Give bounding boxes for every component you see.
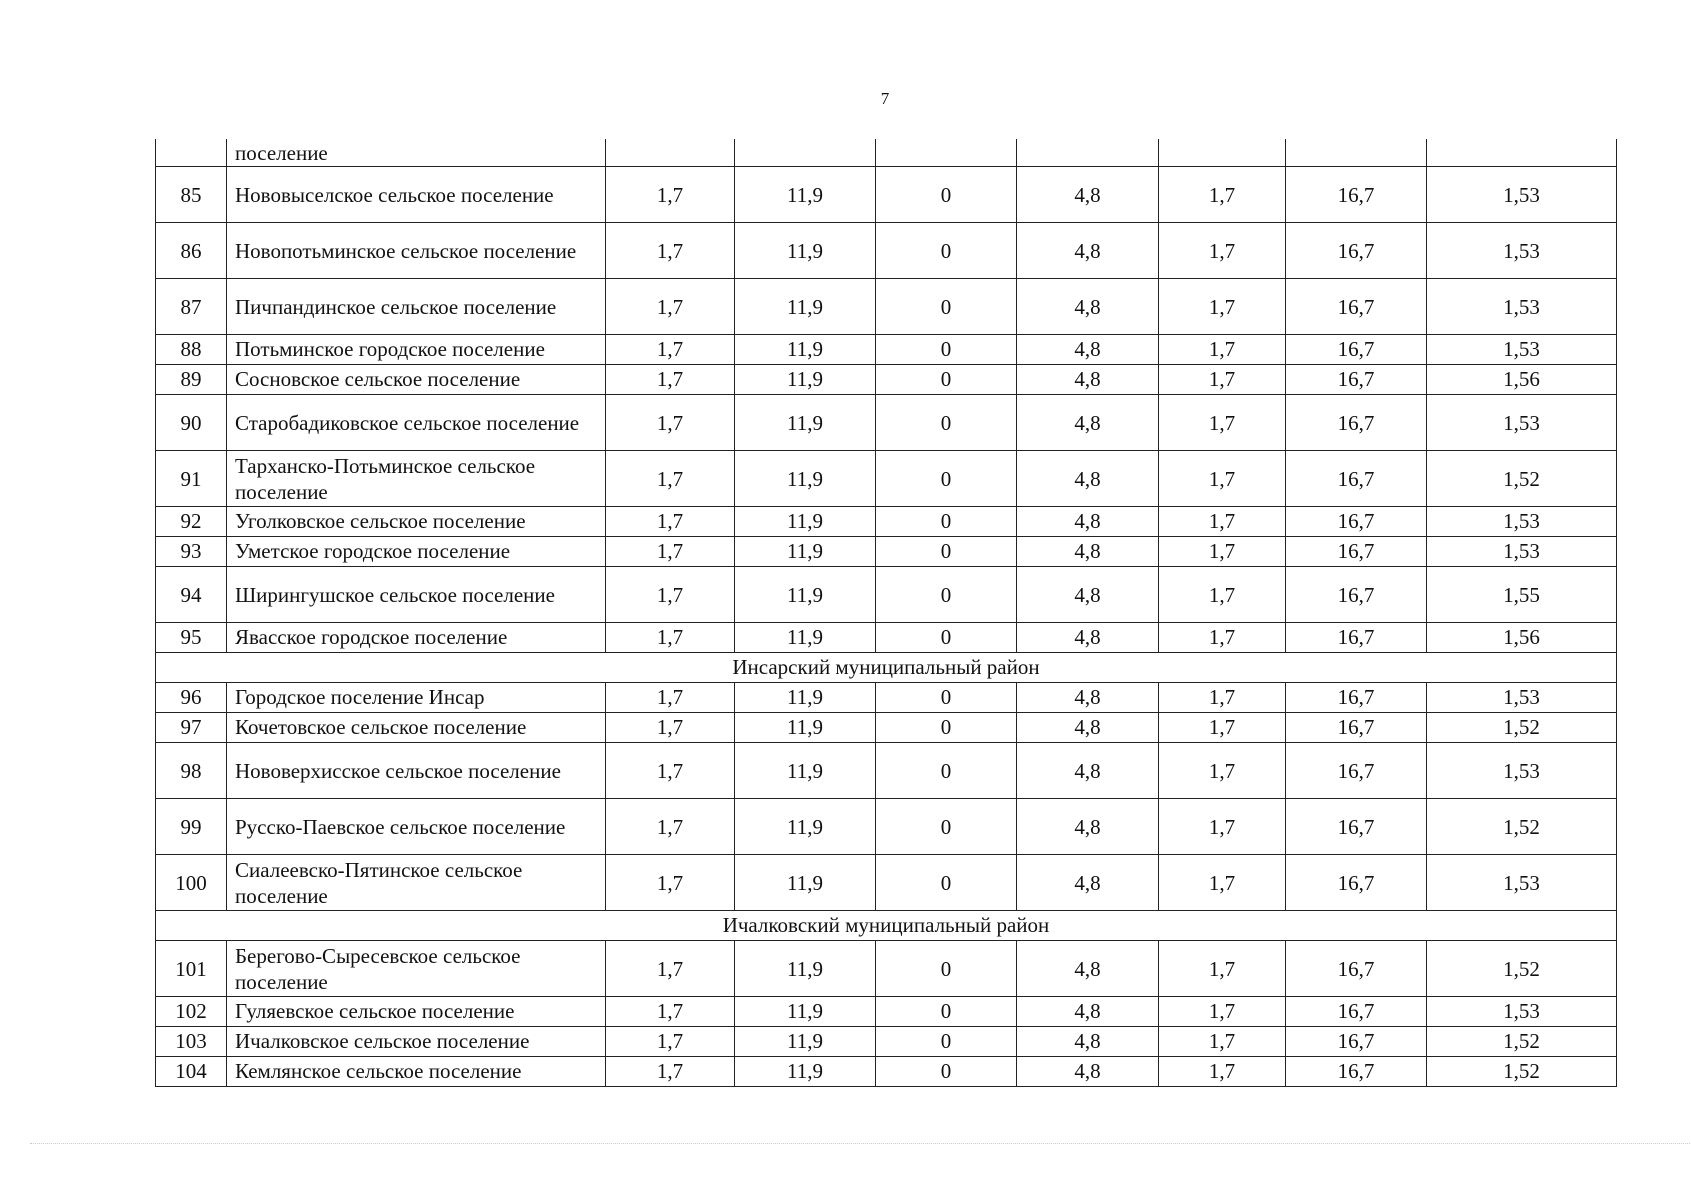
value-cell: 0 [876, 507, 1017, 537]
value-cell: 1,52 [1427, 1027, 1617, 1057]
value-cell: 1,53 [1427, 335, 1617, 365]
value-cell: 1,7 [1159, 1027, 1286, 1057]
value-cell: 4,8 [1017, 167, 1159, 223]
value-cell: 4,8 [1017, 395, 1159, 451]
value-cell: 0 [876, 743, 1017, 799]
settlement-name-cell: Уметское городское поселение [227, 537, 606, 567]
value-cell: 1,7 [606, 451, 735, 507]
settlement-name-cell: Городское поселение Инсар [227, 683, 606, 713]
settlement-name-cell: Потьминское городское поселение [227, 335, 606, 365]
value-cell: 1,7 [1159, 997, 1286, 1027]
value-cell: 0 [876, 855, 1017, 911]
value-cell: 1,55 [1427, 567, 1617, 623]
value-cell: 1,7 [606, 743, 735, 799]
value-cell: 16,7 [1286, 335, 1427, 365]
value-cell: 1,7 [1159, 167, 1286, 223]
value-cell: 1,7 [606, 713, 735, 743]
value-cell: 1,7 [606, 799, 735, 855]
row-number-cell: 100 [156, 855, 227, 911]
value-cell: 0 [876, 223, 1017, 279]
value-cell: 1,7 [1159, 743, 1286, 799]
settlement-name-cell: Сиалеевско-Пятинское сельское поселение [227, 855, 606, 911]
table-row [156, 365, 1617, 395]
value-cell: 1,7 [1159, 1057, 1286, 1087]
value-cell: 1,7 [1159, 279, 1286, 335]
settlement-name-cell: Берегово-Сыресевское сельское поселение [227, 941, 606, 997]
page-number: 7 [880, 89, 890, 108]
value-cell: 16,7 [1286, 1027, 1427, 1057]
table-row [156, 167, 1617, 223]
row-number-cell: 99 [156, 799, 227, 855]
value-cell: 11,9 [735, 507, 876, 537]
value-cell: 1,53 [1427, 167, 1617, 223]
district-title: Ичалковский муниципальный район [156, 911, 1617, 941]
table-row [156, 279, 1617, 335]
value-cell: 11,9 [735, 743, 876, 799]
value-cell [876, 139, 1017, 167]
value-cell: 16,7 [1286, 997, 1427, 1027]
row-number-cell: 85 [156, 167, 227, 223]
value-cell: 1,7 [606, 855, 735, 911]
value-cell: 4,8 [1017, 941, 1159, 997]
settlement-name-cell: Кочетовское сельское поселение [227, 713, 606, 743]
value-cell [1017, 139, 1159, 167]
settlement-name-cell: Тарханско-Потьминское сельское поселение [227, 451, 606, 507]
value-cell: 1,7 [606, 683, 735, 713]
value-cell: 1,7 [606, 507, 735, 537]
table-body [156, 139, 1617, 1087]
value-cell: 16,7 [1286, 395, 1427, 451]
value-cell: 0 [876, 1057, 1017, 1087]
value-cell: 1,7 [606, 335, 735, 365]
value-cell: 1,7 [1159, 799, 1286, 855]
value-cell: 1,53 [1427, 537, 1617, 567]
value-cell: 11,9 [735, 997, 876, 1027]
value-cell: 11,9 [735, 1027, 876, 1057]
value-cell: 1,7 [1159, 537, 1286, 567]
table-row [156, 623, 1617, 653]
value-cell [1286, 139, 1427, 167]
table-row [156, 223, 1617, 279]
row-number-cell: 86 [156, 223, 227, 279]
value-cell: 1,53 [1427, 743, 1617, 799]
table-row [156, 683, 1617, 713]
settlement-name-cell: Нововерхисское сельское поселение [227, 743, 606, 799]
value-cell: 1,7 [1159, 335, 1286, 365]
district-section-row [156, 911, 1617, 941]
value-cell: 16,7 [1286, 799, 1427, 855]
value-cell: 11,9 [735, 713, 876, 743]
value-cell: 1,7 [606, 537, 735, 567]
value-cell: 0 [876, 799, 1017, 855]
value-cell: 1,7 [606, 1027, 735, 1057]
value-cell: 4,8 [1017, 507, 1159, 537]
value-cell: 4,8 [1017, 855, 1159, 911]
settlement-name-cell: Ширингушское сельское поселение [227, 567, 606, 623]
settlement-name-cell: Кемлянское сельское поселение [227, 1057, 606, 1087]
value-cell: 1,7 [1159, 855, 1286, 911]
settlement-name-cell: Нововыселское сельское поселение [227, 167, 606, 223]
value-cell: 4,8 [1017, 997, 1159, 1027]
value-cell [1159, 139, 1286, 167]
value-cell: 4,8 [1017, 451, 1159, 507]
value-cell: 11,9 [735, 799, 876, 855]
row-number-cell: 101 [156, 941, 227, 997]
value-cell: 1,7 [606, 567, 735, 623]
value-cell: 1,7 [1159, 365, 1286, 395]
settlement-name-cell: Гуляевское сельское поселение [227, 997, 606, 1027]
settlement-name-cell: Сосновское сельское поселение [227, 365, 606, 395]
value-cell: 1,53 [1427, 855, 1617, 911]
row-number-cell: 93 [156, 537, 227, 567]
value-cell: 1,7 [1159, 567, 1286, 623]
table-row [156, 567, 1617, 623]
value-cell: 4,8 [1017, 279, 1159, 335]
value-cell: 1,7 [1159, 623, 1286, 653]
value-cell: 1,7 [606, 223, 735, 279]
value-cell: 1,52 [1427, 713, 1617, 743]
row-number-cell: 96 [156, 683, 227, 713]
settlements-table [155, 139, 1617, 1087]
value-cell: 16,7 [1286, 223, 1427, 279]
value-cell: 1,7 [1159, 395, 1286, 451]
row-number-cell: 88 [156, 335, 227, 365]
row-number-cell: 97 [156, 713, 227, 743]
value-cell: 4,8 [1017, 1027, 1159, 1057]
value-cell: 11,9 [735, 1057, 876, 1087]
value-cell: 1,7 [1159, 507, 1286, 537]
settlement-name-cell: Явасское городское поселение [227, 623, 606, 653]
table-row [156, 941, 1617, 997]
value-cell: 16,7 [1286, 855, 1427, 911]
value-cell: 1,7 [1159, 223, 1286, 279]
value-cell: 0 [876, 683, 1017, 713]
table-row [156, 1057, 1617, 1087]
value-cell: 11,9 [735, 623, 876, 653]
value-cell: 16,7 [1286, 941, 1427, 997]
value-cell: 4,8 [1017, 223, 1159, 279]
settlement-name-cell: Новопотьминское сельское поселение [227, 223, 606, 279]
value-cell: 11,9 [735, 941, 876, 997]
table-row [156, 855, 1617, 911]
value-cell: 4,8 [1017, 713, 1159, 743]
table-row [156, 507, 1617, 537]
settlement-name-cell: Уголковское сельское поселение [227, 507, 606, 537]
value-cell: 16,7 [1286, 507, 1427, 537]
value-cell: 4,8 [1017, 567, 1159, 623]
value-cell: 1,7 [606, 365, 735, 395]
value-cell: 1,7 [1159, 683, 1286, 713]
value-cell: 1,7 [606, 395, 735, 451]
value-cell: 11,9 [735, 167, 876, 223]
row-number-cell: 89 [156, 365, 227, 395]
value-cell: 4,8 [1017, 743, 1159, 799]
value-cell: 4,8 [1017, 537, 1159, 567]
value-cell: 0 [876, 713, 1017, 743]
row-number-cell: 104 [156, 1057, 227, 1087]
settlement-name-cell: Пичпандинское сельское поселение [227, 279, 606, 335]
row-number-cell [156, 139, 227, 167]
table-row [156, 997, 1617, 1027]
value-cell: 16,7 [1286, 537, 1427, 567]
value-cell: 1,52 [1427, 799, 1617, 855]
value-cell: 0 [876, 941, 1017, 997]
value-cell: 16,7 [1286, 279, 1427, 335]
value-cell: 1,7 [1159, 713, 1286, 743]
table-row [156, 713, 1617, 743]
row-number-cell: 91 [156, 451, 227, 507]
value-cell: 11,9 [735, 335, 876, 365]
row-number-cell: 102 [156, 997, 227, 1027]
row-number-cell: 98 [156, 743, 227, 799]
value-cell: 1,52 [1427, 941, 1617, 997]
value-cell: 1,7 [606, 279, 735, 335]
value-cell: 1,56 [1427, 365, 1617, 395]
value-cell: 16,7 [1286, 713, 1427, 743]
value-cell: 16,7 [1286, 623, 1427, 653]
value-cell: 0 [876, 279, 1017, 335]
value-cell: 1,53 [1427, 223, 1617, 279]
row-number-cell: 94 [156, 567, 227, 623]
value-cell: 1,7 [606, 941, 735, 997]
value-cell: 1,52 [1427, 1057, 1617, 1087]
value-cell: 4,8 [1017, 683, 1159, 713]
value-cell: 11,9 [735, 683, 876, 713]
value-cell: 1,7 [606, 623, 735, 653]
value-cell: 1,56 [1427, 623, 1617, 653]
district-section-row [156, 653, 1617, 683]
value-cell: 1,7 [606, 167, 735, 223]
value-cell: 16,7 [1286, 451, 1427, 507]
value-cell: 11,9 [735, 279, 876, 335]
value-cell: 0 [876, 167, 1017, 223]
value-cell: 1,53 [1427, 997, 1617, 1027]
value-cell: 11,9 [735, 365, 876, 395]
table-row [156, 335, 1617, 365]
value-cell: 1,53 [1427, 683, 1617, 713]
value-cell: 1,53 [1427, 395, 1617, 451]
table-row [156, 799, 1617, 855]
value-cell: 1,7 [1159, 451, 1286, 507]
value-cell: 1,53 [1427, 279, 1617, 335]
continuation-row [156, 139, 1617, 167]
value-cell: 0 [876, 451, 1017, 507]
settlement-name-cell: поселение [227, 139, 606, 167]
value-cell: 1,53 [1427, 507, 1617, 537]
table-row [156, 743, 1617, 799]
value-cell: 11,9 [735, 855, 876, 911]
value-cell: 1,52 [1427, 451, 1617, 507]
value-cell: 1,7 [606, 997, 735, 1027]
value-cell: 0 [876, 335, 1017, 365]
row-number-cell: 103 [156, 1027, 227, 1057]
settlement-name-cell: Старобадиковское сельское поселение [227, 395, 606, 451]
scan-edge-line [30, 1143, 1690, 1144]
value-cell: 16,7 [1286, 683, 1427, 713]
value-cell: 0 [876, 395, 1017, 451]
value-cell [606, 139, 735, 167]
value-cell: 0 [876, 365, 1017, 395]
value-cell: 16,7 [1286, 567, 1427, 623]
value-cell: 11,9 [735, 395, 876, 451]
row-number-cell: 90 [156, 395, 227, 451]
value-cell: 1,7 [606, 1057, 735, 1087]
table-row [156, 1027, 1617, 1057]
value-cell: 4,8 [1017, 799, 1159, 855]
value-cell: 4,8 [1017, 623, 1159, 653]
value-cell: 16,7 [1286, 365, 1427, 395]
value-cell: 11,9 [735, 451, 876, 507]
value-cell: 0 [876, 567, 1017, 623]
value-cell: 0 [876, 537, 1017, 567]
value-cell: 0 [876, 623, 1017, 653]
district-title: Инсарский муниципальный район [156, 653, 1617, 683]
value-cell: 11,9 [735, 567, 876, 623]
value-cell: 4,8 [1017, 1057, 1159, 1087]
value-cell: 4,8 [1017, 335, 1159, 365]
row-number-cell: 87 [156, 279, 227, 335]
table-row [156, 451, 1617, 507]
table-row [156, 537, 1617, 567]
value-cell: 1,7 [1159, 941, 1286, 997]
value-cell: 4,8 [1017, 365, 1159, 395]
value-cell [1427, 139, 1617, 167]
settlement-name-cell: Русско-Паевское сельское поселение [227, 799, 606, 855]
row-number-cell: 92 [156, 507, 227, 537]
value-cell [735, 139, 876, 167]
row-number-cell: 95 [156, 623, 227, 653]
value-cell: 11,9 [735, 537, 876, 567]
value-cell: 11,9 [735, 223, 876, 279]
settlement-name-cell: Ичалковское сельское поселение [227, 1027, 606, 1057]
value-cell: 0 [876, 997, 1017, 1027]
value-cell: 16,7 [1286, 167, 1427, 223]
table-row [156, 395, 1617, 451]
value-cell: 16,7 [1286, 1057, 1427, 1087]
value-cell: 16,7 [1286, 743, 1427, 799]
value-cell: 0 [876, 1027, 1017, 1057]
